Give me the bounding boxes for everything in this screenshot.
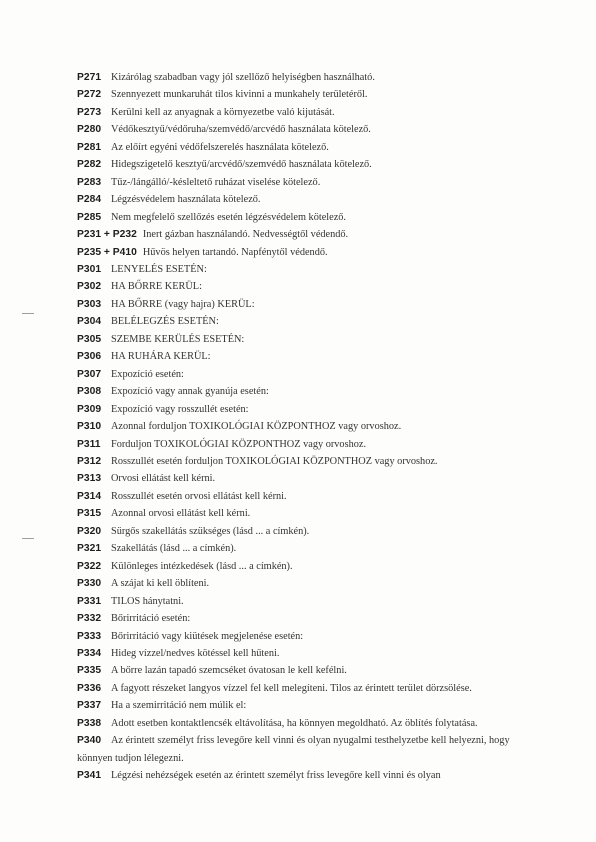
statement-code: P309 bbox=[77, 403, 102, 415]
margin-mark bbox=[22, 313, 34, 314]
statement-p330 bbox=[77, 575, 537, 592]
statement-text: Rosszullét esetén forduljon TOXIKOLÓGIAI KÖZPONTHOZ vagy orvoshoz. bbox=[111, 455, 438, 467]
statement-code: P310 bbox=[77, 421, 102, 433]
statement-text: Szennyezett munkaruhát tilos kivinni a munkahely területéről. bbox=[111, 89, 368, 101]
statement-code: P307 bbox=[77, 368, 102, 380]
statement-code: P336 bbox=[77, 682, 102, 694]
statement-p281 bbox=[77, 139, 537, 156]
statement-code: P281 bbox=[77, 141, 102, 153]
statement-p272 bbox=[77, 86, 537, 103]
statement-code: P273 bbox=[77, 106, 102, 118]
statement-text: Ha a szemirritáció nem múlik el: bbox=[111, 700, 247, 712]
statement-text: Az előírt egyéni védőfelszerelés használata kötelező. bbox=[111, 141, 329, 153]
statement-p304 bbox=[77, 313, 537, 330]
statement-text: HA RUHÁRA KERÜL: bbox=[111, 351, 211, 363]
statement-text: Expozíció vagy annak gyanúja esetén: bbox=[111, 386, 269, 398]
statement-p336 bbox=[77, 680, 537, 697]
statement-text: Forduljon TOXIKOLÓGIAI KÖZPONTHOZ vagy orvoshoz. bbox=[111, 438, 367, 450]
statement-code: P280 bbox=[77, 124, 102, 136]
statement-text: Az érintett személyt friss levegőre kell vinni és olyan nyugalmi testhelyzetbe kell helyezni, hogy könnyen tudjon lélegezni. bbox=[77, 735, 510, 764]
statement-text: Különleges intézkedések (lásd ... a címkén). bbox=[111, 560, 293, 572]
statement-p307 bbox=[77, 366, 537, 383]
statement-code: P338 bbox=[77, 717, 102, 729]
statement-text: Expozíció esetén: bbox=[111, 368, 184, 380]
statement-code: P337 bbox=[77, 700, 102, 712]
statement-p338 bbox=[77, 715, 537, 732]
statement-text: Szakellátás (lásd ... a címkén). bbox=[111, 543, 237, 555]
statement-p311 bbox=[77, 436, 537, 453]
statement-p301 bbox=[77, 261, 537, 278]
statement-text: Kizárólag szabadban vagy jól szellőző helyiségben használható. bbox=[111, 72, 375, 83]
statement-code: P340 bbox=[77, 735, 102, 747]
statement-text: Nem megfelelő szellőzés esetén légzésvédelem kötelező. bbox=[111, 211, 347, 223]
statement-p340 bbox=[77, 732, 537, 767]
statement-text: SZEMBE KERÜLÉS ESETÉN: bbox=[111, 333, 245, 345]
statement-p312 bbox=[77, 453, 537, 470]
statement-text: A fagyott részeket langyos vízzel fel kell melegíteni. Tilos az érintett terület dörzsölése. bbox=[111, 682, 472, 694]
statement-code: P305 bbox=[77, 333, 102, 345]
statement-text: Kerülni kell az anyagnak a környezetbe való kijutását. bbox=[111, 106, 335, 118]
statement-text: TILOS hánytatni. bbox=[111, 595, 184, 607]
statement-text: Hidegszigetelő kesztyű/arcvédő/szemvédő használata kötelező. bbox=[111, 159, 372, 171]
margin-mark bbox=[22, 538, 34, 539]
statement-p341 bbox=[77, 767, 537, 784]
statement-text: Adott esetben kontaktlencsék eltávolítása, ha könnyen megoldható. Az öblítés folytatása. bbox=[111, 717, 478, 729]
statement-code: P320 bbox=[77, 525, 102, 537]
statement-text: Bőrirritáció esetén: bbox=[111, 613, 191, 625]
statement-code: P301 bbox=[77, 263, 102, 275]
statement-code: P313 bbox=[77, 473, 102, 485]
statement-code: P306 bbox=[77, 351, 102, 363]
statement-code: P333 bbox=[77, 630, 102, 642]
statement-p273 bbox=[77, 104, 537, 121]
statement-code: P332 bbox=[77, 613, 102, 625]
statement-p235-p410 bbox=[77, 244, 537, 261]
statement-p320 bbox=[77, 523, 537, 540]
statement-p335 bbox=[77, 662, 537, 679]
statement-p334 bbox=[77, 645, 537, 662]
statement-code: P231 + P232 bbox=[77, 229, 137, 241]
statement-p285 bbox=[77, 209, 537, 226]
statement-p333 bbox=[77, 628, 537, 645]
statement-code: P335 bbox=[77, 665, 102, 677]
statement-p280 bbox=[77, 121, 537, 138]
statement-code: P312 bbox=[77, 455, 102, 467]
statement-code: P341 bbox=[77, 770, 102, 782]
statement-text: LENYELÉS ESETÉN: bbox=[111, 263, 207, 275]
statement-p314 bbox=[77, 488, 537, 505]
statement-code: P311 bbox=[77, 438, 101, 450]
statement-code: P308 bbox=[77, 386, 102, 398]
statement-text: Azonnal forduljon TOXIKOLÓGIAI KÖZPONTHOZ vagy orvoshoz. bbox=[111, 421, 402, 433]
statement-text: Azonnal orvosi ellátást kell kérni. bbox=[111, 508, 251, 520]
statement-code: P304 bbox=[77, 316, 102, 328]
statement-code: P282 bbox=[77, 159, 102, 171]
statement-code: P235 + P410 bbox=[77, 246, 137, 258]
statement-p331 bbox=[77, 593, 537, 610]
statement-code: P284 bbox=[77, 194, 102, 206]
statement-code: P314 bbox=[77, 490, 102, 502]
statement-code: P271 bbox=[77, 72, 102, 83]
statement-p305 bbox=[77, 331, 537, 348]
statement-p284 bbox=[77, 191, 537, 208]
statement-p308 bbox=[77, 383, 537, 400]
statement-text: Hűvös helyen tartandó. Napfénytől védendő. bbox=[142, 246, 328, 258]
statement-text: Sürgős szakellátás szükséges (lásd ... a címkén). bbox=[111, 525, 310, 537]
statement-p309 bbox=[77, 401, 537, 418]
statement-text: Légzési nehézségek esetén az érintett személyt friss levegőre kell vinni és olyan bbox=[111, 770, 441, 782]
statement-text: Hideg vízzel/nedves kötéssel kell hűteni. bbox=[111, 647, 280, 659]
statement-p283 bbox=[77, 174, 537, 191]
statement-p231-p232 bbox=[77, 226, 537, 243]
statement-p315 bbox=[77, 505, 537, 522]
statement-code: P283 bbox=[77, 176, 102, 188]
statement-p313 bbox=[77, 470, 537, 487]
statement-p310 bbox=[77, 418, 537, 435]
statement-text: A szájat ki kell öblíteni. bbox=[111, 578, 210, 590]
statement-text: Tűz-/lángálló/-késleltető ruházat viselése kötelező. bbox=[111, 176, 321, 188]
statement-code: P334 bbox=[77, 647, 102, 659]
statement-code: P315 bbox=[77, 508, 102, 520]
statement-p282 bbox=[77, 156, 537, 173]
statement-text: BELÉLEGZÉS ESETÉN: bbox=[111, 316, 219, 328]
statement-text: A bőrre lazán tapadó szemcséket óvatosan le kell kefélni. bbox=[111, 665, 347, 677]
statement-p322 bbox=[77, 558, 537, 575]
statement-p271 bbox=[77, 69, 537, 86]
statement-text: Védőkesztyű/védőruha/szemvédő/arcvédő használata kötelező. bbox=[111, 124, 371, 136]
statement-text: Rosszullét esetén orvosi ellátást kell kérni. bbox=[111, 490, 287, 502]
statement-code: P303 bbox=[77, 298, 102, 310]
statement-text: HA BŐRRE KERÜL: bbox=[111, 281, 202, 293]
statement-code: P272 bbox=[77, 89, 102, 101]
statement-text: Expozíció vagy rosszullét esetén: bbox=[111, 403, 249, 415]
statement-text: Orvosi ellátást kell kérni. bbox=[111, 473, 216, 485]
statement-p337 bbox=[77, 697, 537, 714]
statement-text: HA BŐRRE (vagy hajra) KERÜL: bbox=[111, 298, 255, 310]
statement-code: P285 bbox=[77, 211, 102, 223]
statement-text: Bőrirritáció vagy kiütések megjelenése esetén: bbox=[111, 630, 304, 642]
statement-p321 bbox=[77, 540, 537, 557]
statement-p332 bbox=[77, 610, 537, 627]
statement-p306 bbox=[77, 348, 537, 365]
statement-code: P331 bbox=[77, 595, 102, 607]
statement-code: P302 bbox=[77, 281, 102, 293]
statement-code: P321 bbox=[77, 543, 102, 555]
statement-text: Inert gázban használandó. Nedvességtől védendő. bbox=[142, 229, 349, 241]
statement-p302 bbox=[77, 278, 537, 295]
statement-code: P322 bbox=[77, 560, 102, 572]
precautionary-statements-list bbox=[77, 69, 537, 785]
statement-text: Légzésvédelem használata kötelező. bbox=[111, 194, 261, 206]
statement-p303 bbox=[77, 296, 537, 313]
statement-code: P330 bbox=[77, 578, 102, 590]
